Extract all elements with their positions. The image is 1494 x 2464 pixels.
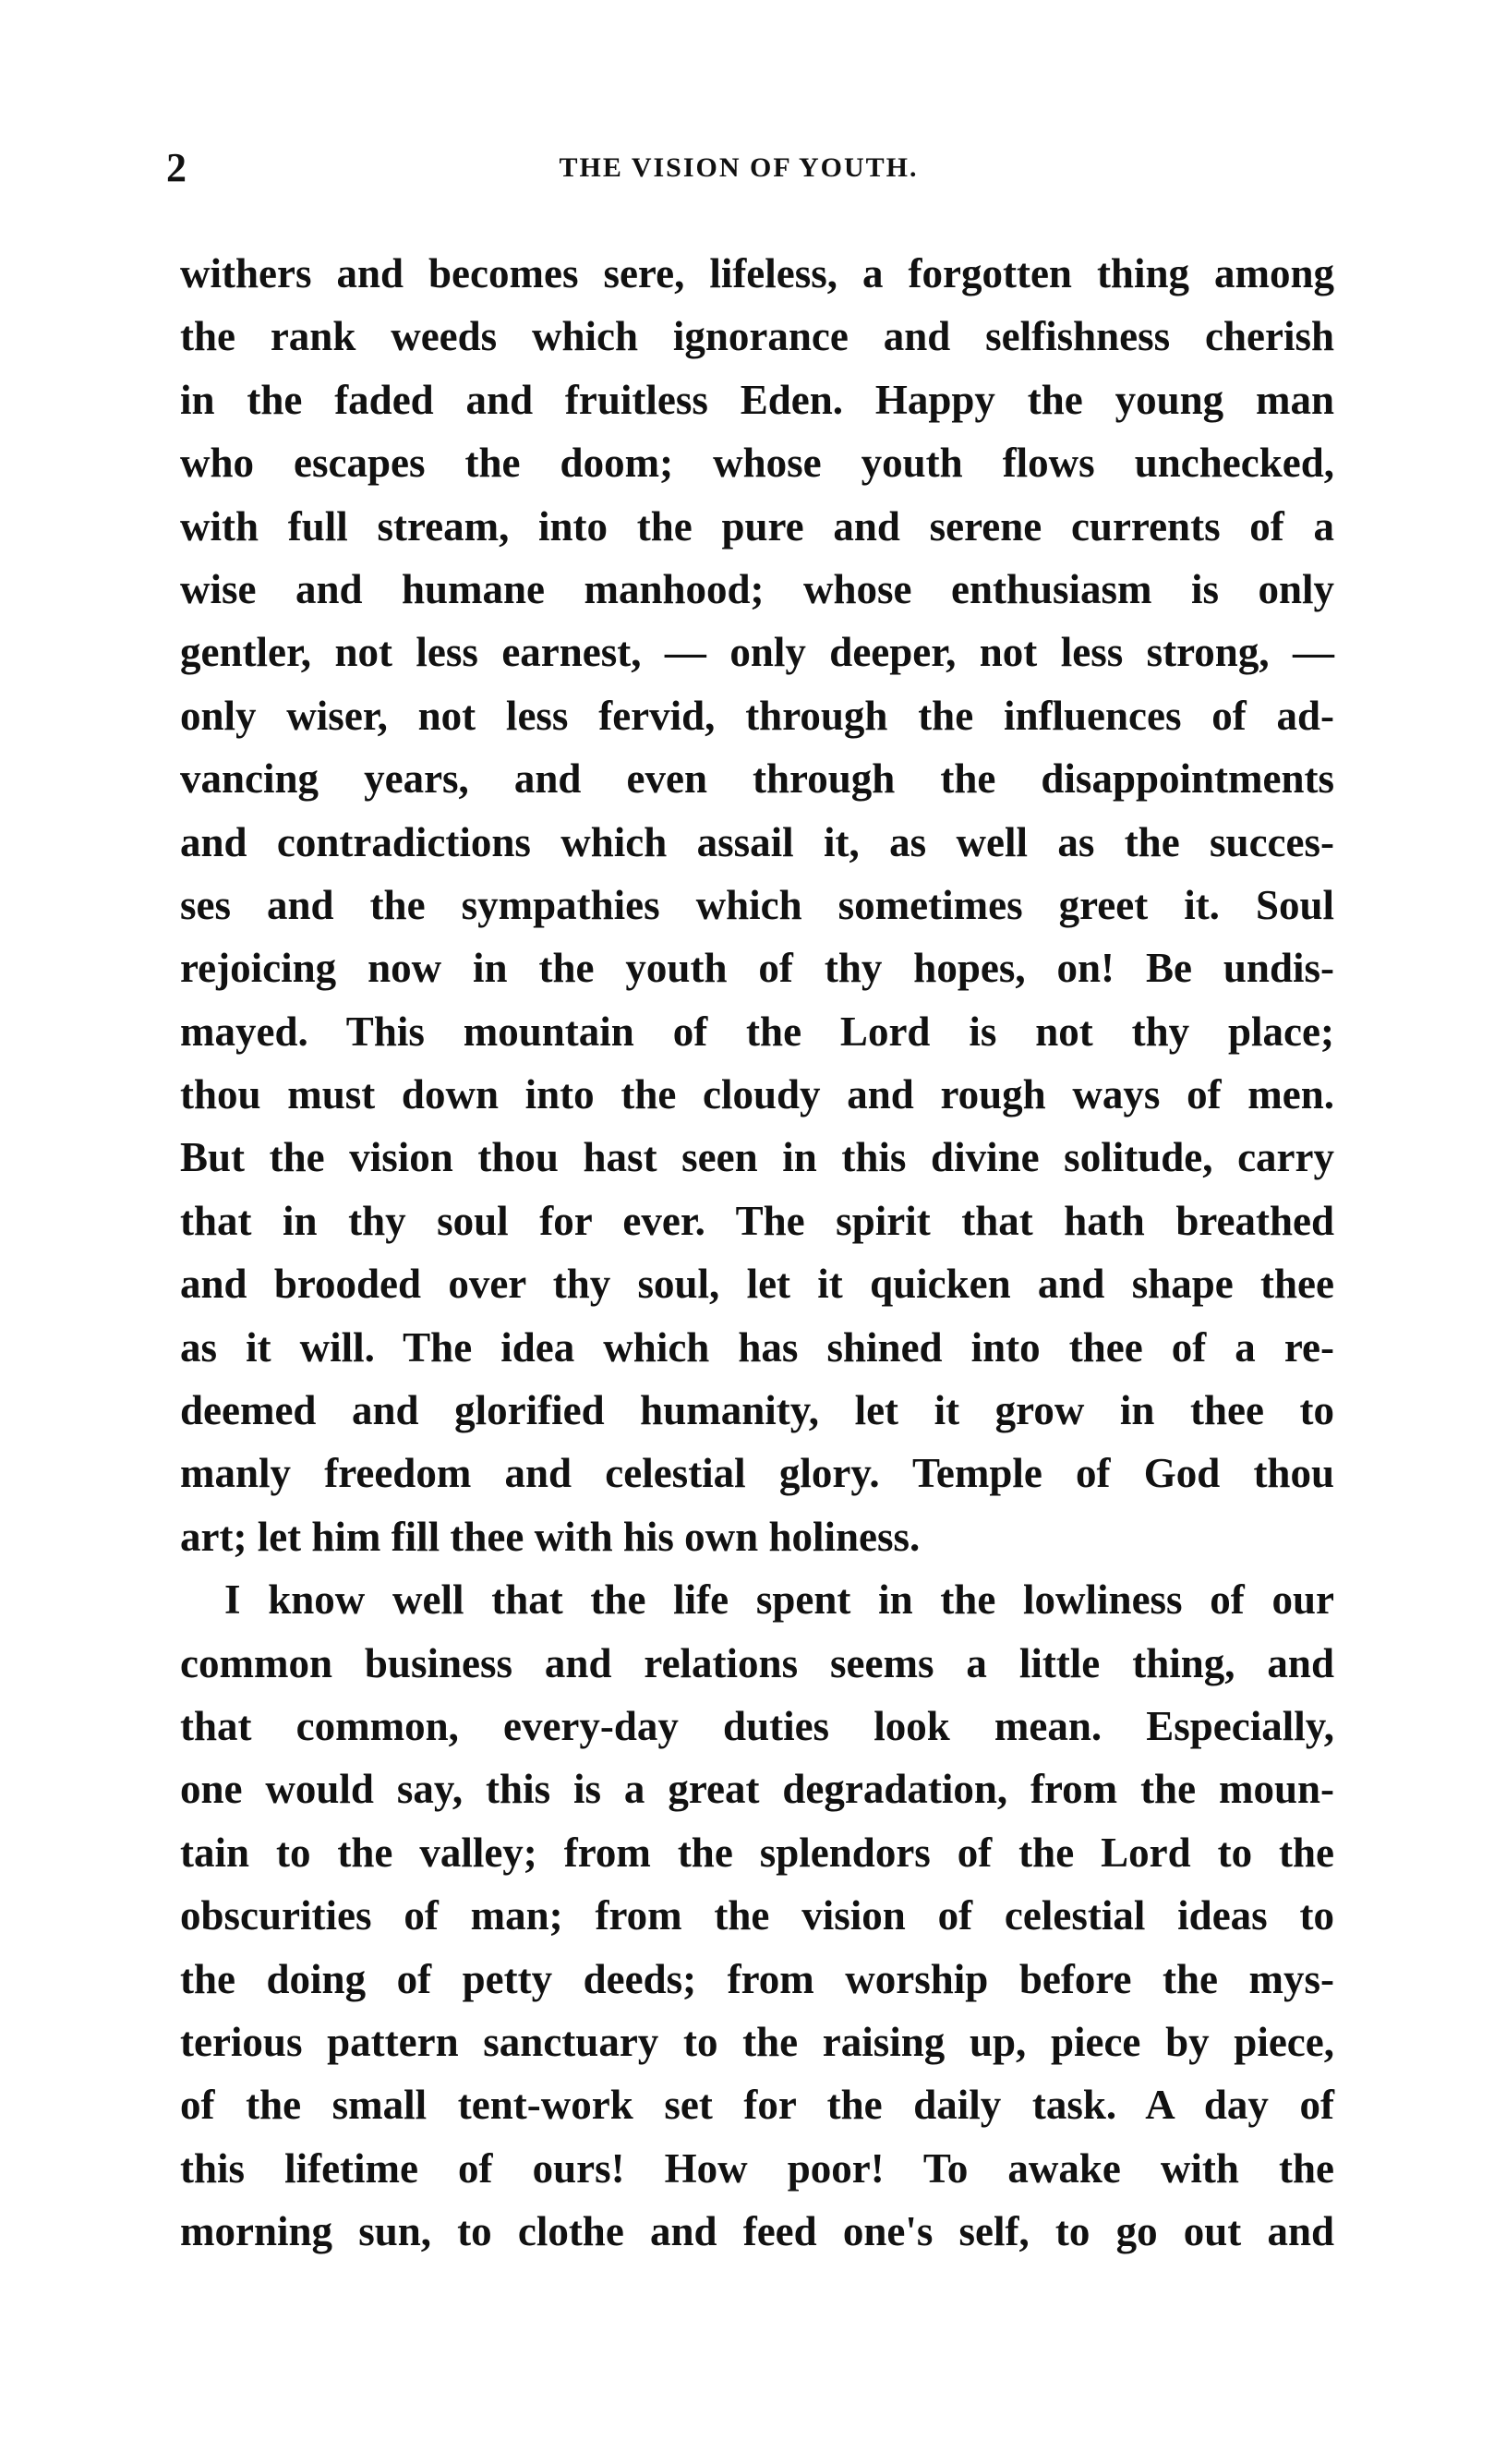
text-line: this lifetime of ours! How poor! To awake with the — [180, 2144, 1334, 2192]
text-line: I know well that the life spent in the lowliness of our — [224, 1576, 1334, 1624]
text-line: thou must down into the cloudy and rough ways of men. — [180, 1071, 1334, 1118]
text-line: the doing of petty deeds; from worship before the mys- — [180, 1955, 1334, 2002]
text-line: the rank weeds which ignorance and selfishness cherish — [180, 313, 1334, 360]
text-line: who escapes the doom; whose youth flows unchecked, — [180, 440, 1334, 487]
text-line: one would say, this is a great degradation, from the moun- — [180, 1766, 1334, 1813]
running-title: THE VISION OF YOUTH. — [559, 152, 919, 183]
text-line: mayed. This mountain of the Lord is not thy place; — [180, 1008, 1334, 1055]
text-line: deemed and glorified humanity, let it grow in thee to — [180, 1387, 1334, 1434]
page-number: 2 — [166, 145, 187, 190]
text-line: vancing years, and even through the disappointments — [180, 755, 1334, 803]
text-line: But the vision thou hast seen in this divine solitude, carry — [180, 1134, 1334, 1181]
paragraph-2 — [180, 1568, 1334, 2263]
text-line: as it will. The idea which has shined into thee of a re- — [180, 1323, 1334, 1371]
paragraph-1 — [180, 242, 1334, 1568]
text-line: and brooded over thy soul, let it quicken and shape thee — [180, 1261, 1334, 1308]
text-line: manly freedom and celestial glory. Temple of God thou — [180, 1450, 1334, 1497]
text-line: tain to the valley; from the splendors of the Lord to the — [180, 1829, 1334, 1876]
page-header — [166, 140, 1348, 196]
text-line: ses and the sympathies which sometimes greet it. Soul — [180, 881, 1334, 928]
text-line: art; let him fill thee with his own holiness. — [180, 1513, 921, 1560]
text-line: rejoicing now in the youth of thy hopes, on! Be undis- — [180, 945, 1334, 992]
text-line: that common, every-day duties look mean. Especially, — [180, 1702, 1334, 1749]
text-line: only wiser, not less fervid, through the influences of ad- — [180, 692, 1334, 739]
text-line: common business and relations seems a little thing, and — [180, 1639, 1334, 1686]
text-line: and contradictions which assail it, as well as the succes- — [180, 818, 1334, 865]
text-line: with full stream, into the pure and serene currents of a — [180, 502, 1334, 550]
text-line: morning sun, to clothe and feed one's self, to go out and — [180, 2208, 1334, 2255]
text-line: withers and becomes sere, lifeless, a forgotten thing among — [180, 250, 1334, 296]
text-line: of the small tent-work set for the daily task. A day of — [180, 2082, 1334, 2129]
text-line: terious pattern sanctuary to the raising up, piece by piece, — [180, 2018, 1334, 2065]
body-text — [180, 242, 1334, 2264]
text-line: in the faded and fruitless Eden. Happy the young man — [180, 376, 1334, 423]
text-line: wise and humane manhood; whose enthusiasm is only — [180, 565, 1334, 612]
text-line: that in thy soul for ever. The spirit that hath breathed — [180, 1197, 1334, 1244]
text-line: gentler, not less earnest, — only deeper, not less strong, — — [180, 629, 1334, 676]
text-line: obscurities of man; from the vision of celestial ideas to — [180, 1892, 1334, 1939]
